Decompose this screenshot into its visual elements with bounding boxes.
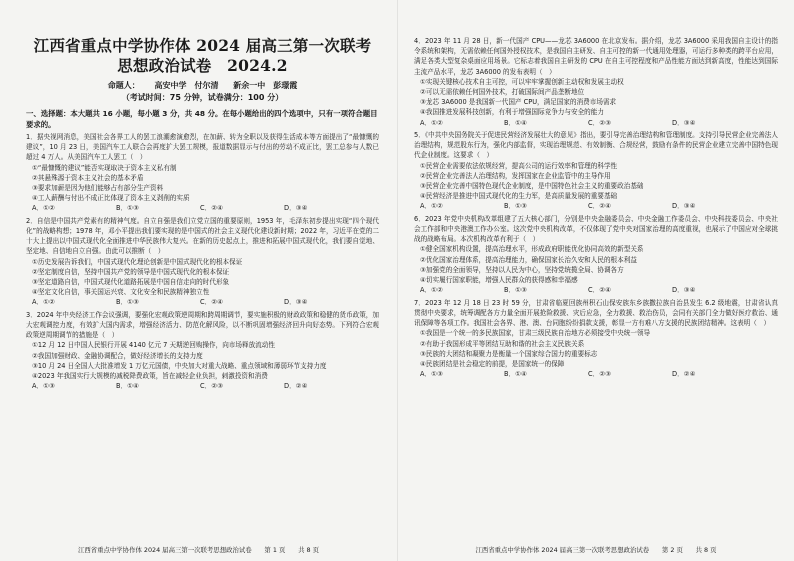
question-3 xyxy=(26,310,379,392)
option: ①12 月 12 日中国人民银行开展 4140 亿元 7 天期逆回购操作，向市场释放流动性 xyxy=(32,341,275,350)
question-1 xyxy=(26,132,379,214)
author-2: 新余一中 彭璟霞 xyxy=(233,81,298,90)
choice-a: A．①② xyxy=(32,204,55,213)
option: ②可以无需依赖任何国外技术，打破国际间产品垄断地位 xyxy=(420,88,585,97)
choice-b: B．①③ xyxy=(504,202,527,211)
choice-d: D．②④ xyxy=(672,370,696,379)
question-5 xyxy=(414,130,778,212)
choice-b: B．①④ xyxy=(116,382,139,391)
exam-title: 江西省重点中学协作体 2024 届高三第一次联考 xyxy=(33,36,372,55)
choice-a: A．①② xyxy=(32,298,55,307)
option: ①实现关键核心技术自主可控，可以牢牢掌握创新主动权和发展主动权 xyxy=(420,77,624,86)
choice-a: A．①③ xyxy=(32,382,55,391)
question-stem: 7．2023 年 12 月 18 日 23 时 59 分，甘肃省临夏回族州积石山保安族东乡族撒拉族自治县发生 6.2 级地震，甘肃省认真贯彻中央要求，统筹调配各方力量全面开展抢险救援、灾后应急，全力救援、救治伤员，会同有关部门全力做好医疗救治、通讯保障等各项工作。我国社会各界、港、澳、台同胞纷纷捐款支援，彰显一方有难八方支援的民族团结精神。这表明（ ） xyxy=(414,298,778,328)
option: ④我国推进发展科技创新，有利于增强国际竞争力与安全的能力 xyxy=(420,108,604,117)
section-heading: 一、选择题：本大题共 16 小题，每小题 3 分，共 48 分。在每小题给出的四个选项中，只有一项符合题目要求的。 xyxy=(26,109,378,129)
page-footer-right: 江西省重点中学协作体 2024 届高三第一次联考思想政治试卷 第 2 页 共 8 页 xyxy=(475,546,717,554)
answer-choices xyxy=(26,381,379,391)
authors-label: 命题人： xyxy=(107,81,140,90)
choice-d: D．③④ xyxy=(672,202,696,211)
choice-b: B．①③ xyxy=(116,298,139,307)
answer-choices xyxy=(414,369,778,379)
option: ③要求加薪是因为他们能够占有部分生产资料 xyxy=(32,184,164,193)
page-footer-left: 江西省重点中学协作体 2024 届高三第一次联考思想政治试卷 第 1 页 共 8 页 xyxy=(77,546,320,554)
option: ①我国是一个统一的多民族国家，甘肃三级民族自治地方必须接受中央统一领导 xyxy=(420,329,651,338)
option: ②民营企业完善法人治理结构，发挥国家在企业监管中的主导作用 xyxy=(420,171,611,180)
option: ③加强党的全面领导，坚持以人民为中心，坚持党统揽全局、协调各方 xyxy=(420,265,624,274)
option: ①民营企业需要依法依规经营，提高公司的运行效率和管理的科学性 xyxy=(420,161,618,170)
option: ④2023 年我国实行大规模的减税降费政策，旨在减轻企业负担，刺激投资和消费 xyxy=(32,372,268,381)
choice-c: C．②④ xyxy=(200,204,224,213)
choice-c: C．②④ xyxy=(200,298,224,307)
choice-a: A．①③ xyxy=(420,370,443,379)
choice-b: B．①④ xyxy=(504,370,527,379)
choice-a: A．①② xyxy=(420,118,443,127)
choice-d: D．②④ xyxy=(284,382,308,391)
answer-choices xyxy=(414,201,778,211)
authors xyxy=(26,80,379,92)
choice-d: D．③④ xyxy=(284,298,308,307)
question-stem: 1．据央视网消息，美国社会各界工人的罢工浪潮愈演愈烈，在加薪、转为全职以及获得生活成本等方面提出了“最慷慨的建议”，10 月 23 日，美国汽车工人联合会再度扩大罢工规模，报道数据显示与付出的劳动不成正比，罢工总参与人数已超过 4 万人。从美国汽车工人罢工（ ） xyxy=(26,133,379,162)
right-column xyxy=(397,0,794,561)
choice-c: C．②③ xyxy=(588,370,612,379)
option: ④民营经济是推进中国式现代化的生力军，是高质量发展的重要基础 xyxy=(420,192,618,201)
option: ③10 月 24 日全国人大批准增发 1 万亿元国债，中央加大对重大战略、重点领域和薄弱环节支持力度 xyxy=(32,361,327,370)
option: ④民族团结是社会稳定的前提，是国家统一的保障 xyxy=(420,359,565,368)
option: ②优化国家治理体系，提高治理能力，确保国家长治久安和人民的根本利益 xyxy=(420,255,637,264)
option: ③坚定道路自信，中国式现代化道路拓展是中国自信走向的时代形象 xyxy=(32,278,230,287)
question-4 xyxy=(414,36,778,128)
question-stem: 4．2023 年 11 月 28 日，新一代国产 CPU——龙芯 3A6000 在北京发布。据介绍，龙芯 3A6000 采用我国自主设计的指令系统和架构，无需依赖任何国外授权技术，是我国自主研发、自主可控的新一代通用处理器，可运行多种类的跨平台应用，满足各类大型复杂桌面应用场景。它标志着我国自主研发的 CPU 在自主可控程度和产品性能方面达到新高度，性能达到国际主流产品水平，龙芯 3A6000 的发布表明（ ） xyxy=(414,37,778,76)
exam-meta: （考试时间：75 分钟，试卷满分：100 分） xyxy=(121,93,284,102)
option: ①“最慷慨的建议”能否实现取决于资本主义私有制 xyxy=(32,163,177,172)
answer-choices xyxy=(414,285,778,295)
choice-c: C．②④ xyxy=(588,286,612,295)
question-stem: 2．自信是中国共产党素有的精神气度。自立自强是我们立党立国的重要原则，1953 年，毛泽东初步提出实现“四个现代化”的战略构想；1978 年，邓小平提出我们要实现的是中国式的社会主义现代化建设新时期；2022 年，习近平在党的二十大上提出以中国式现代化全面推进中华民族伟大复兴。在新的历史起点上，推进和拓展中国式现代化，我们要自觉地、坚定地、自信地自立自强。由此可以推断（ ） xyxy=(26,216,379,256)
choice-a: A．①② xyxy=(420,286,443,295)
choice-b: B．①③ xyxy=(504,286,527,295)
option: ②有助于我国形成平等团结互助和谐的社会主义民族关系 xyxy=(420,339,585,348)
choice-d: D．③④ xyxy=(672,118,696,127)
option: ④工人薪酬与付出不成正比体现了资本主义剥削的实质 xyxy=(32,194,190,203)
answer-choices xyxy=(26,203,379,213)
question-stem: 5．《中共中央国务院关于促进民营经济发展壮大的意见》指出，要引导完善治理结构和管理制度。支持引导民营企业完善法人治理结构，规范股东行为，强化内部监督，实现治理规范、有效制衡、合规经营，鼓励有条件的民营企业建立完善中国特色现代企业制度。这要求（ ） xyxy=(414,131,778,160)
choice-b: B．①③ xyxy=(116,204,139,213)
option: ①健全国家机构设置，提高治理水平，形成政府职能优化协同高效的新型关系 xyxy=(420,245,644,254)
choice-c: C．②③ xyxy=(200,382,224,391)
question-7 xyxy=(414,298,778,380)
choice-d: D．③④ xyxy=(284,204,308,213)
question-6 xyxy=(414,214,778,296)
option: ①历史发展告诉我们，中国式现代化理论创新是中国式现代化的根本保证 xyxy=(32,257,243,266)
question-2 xyxy=(26,216,379,308)
choice-d: D．③④ xyxy=(672,286,696,295)
choice-c: C．②④ xyxy=(588,202,612,211)
exam-subtitle: 思想政治试卷 2024.2 xyxy=(117,56,288,75)
question-stem: 6．2023 年党中央机构改革组建了五大核心部门，分别是中央金融委员会、中央金融工作委员会、中央科技委员会、中央社会工作部和中央港澳工作办公室。这次党中央机构改革，不仅体现了党中央对国家治理的高度重视，也展示了中国应对全球挑战的战略布局。本次机构改革有利于（ ） xyxy=(414,214,778,244)
choice-a: A．①② xyxy=(420,202,443,211)
option: ③龙芯 3A6000 是我国新一代国产 CPU，满足国家的消费市场需求 xyxy=(420,98,617,107)
option: ②我国加强财政、金融协调配合，做好经济增长的支持力度 xyxy=(32,351,203,360)
answer-choices xyxy=(414,118,778,128)
option: ②其悬殊源于资本主义社会的基本矛盾 xyxy=(32,173,144,182)
option: ③民族的大团结和凝聚力是衡量一个国家综合国力的重要标志 xyxy=(420,349,598,358)
option: ③民营企业完善中国特色现代企业制度，是中国特色社会主义的重要政治基础 xyxy=(420,182,644,191)
choice-c: C．②③ xyxy=(588,118,612,127)
author-1: 高安中学 付尔清 xyxy=(154,81,219,90)
option: ④切实履行国家职能，增强人民群众的获得感和幸福感 xyxy=(420,276,578,285)
question-stem: 3．2024 年中央经济工作会议强调，要强化宏观政策逆周期和跨周期调节，要实施积极的财政政策和稳健的货币政策，加大宏观调控力度，有效扩大国内需求，增强经济活力、防范化解风险，以不断巩固增强经济回升向好态势。下列符合宏观政策逆周期调节的措施是（ ） xyxy=(26,310,379,340)
answer-choices xyxy=(26,297,379,307)
choice-b: B．①④ xyxy=(504,118,527,127)
option: ②坚定制度自信，坚持中国共产党的领导是中国式现代化的根本保证 xyxy=(32,267,230,276)
option: ④坚定文化自信，事关国运兴衰、文化安全和民族精神独立性 xyxy=(32,288,210,297)
